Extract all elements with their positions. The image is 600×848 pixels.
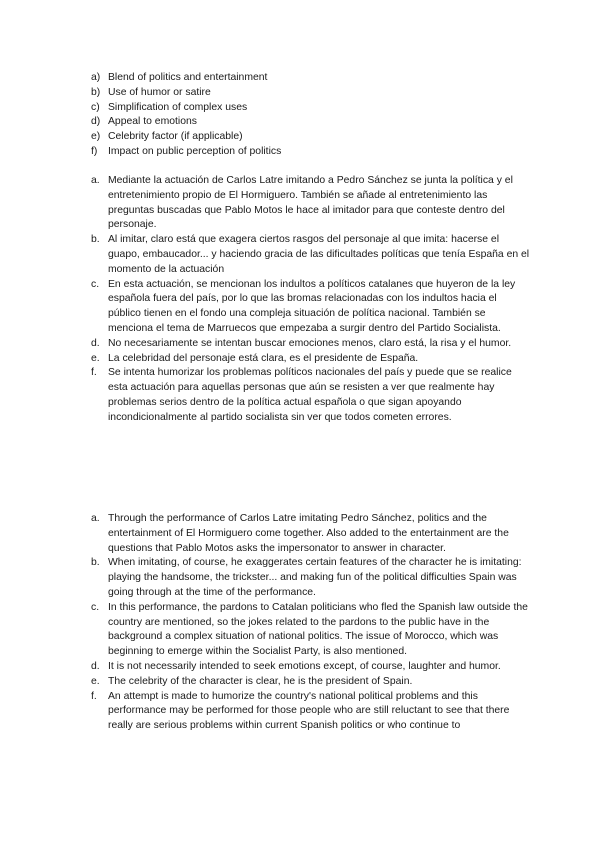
criteria-item [91,71,531,86]
spanish-answer-item [91,174,531,233]
english-answer-item [91,556,531,600]
item-text: Simplification of complex uses [108,101,248,113]
english-answer-item [91,512,531,556]
item-marker: e) [91,131,101,143]
item-text: In this performance, the pardons to Catalan politicians who fled the Spanish law outside the country are mentioned, so the jokes related to the pardons to the public have in the background a complex situation of national politics. The issue of Morocco, which was beginning to emerge within the Socialist Party, is also mentioned. [108,601,528,658]
item-marker: e. [91,352,100,364]
spanish-answer-item [91,366,531,425]
item-marker: a. [91,175,100,186]
spanish-answer-item [91,352,531,367]
item-text: When imitating, of course, he exaggerates certain features of the character he is imitating: playing the handsome, the trickster... and making fun of the political difficulties Spain was going through at the time of the performance. [108,557,522,598]
spanish-answer-item [91,278,531,337]
english-answers-list [91,512,531,734]
item-text: Blend of politics and entertainment [108,72,268,83]
english-answer-item [91,690,531,734]
criteria-item [91,86,531,101]
spanish-answer-item [91,337,531,352]
english-answer-item [91,675,531,690]
item-text: La celebridad del personaje está clara, es el presidente de España. [108,352,419,364]
item-text: No necesariamente se intentan buscar emociones menos, claro está, la risa y el humor. [108,337,512,349]
item-text: The celebrity of the character is clear, he is the president of Spain. [108,675,413,687]
item-marker: c. [91,278,100,290]
item-marker: b. [91,234,100,246]
item-text: Celebrity factor (if applicable) [108,131,243,143]
item-marker: d) [91,116,101,128]
item-marker: a. [91,513,100,524]
criteria-item [91,115,531,130]
criteria-item [91,145,531,160]
item-text: Appeal to emotions [108,116,197,128]
item-marker: d. [91,337,100,349]
item-marker: f. [91,367,97,379]
english-answer-item [91,660,531,675]
item-marker: c) [91,101,100,113]
item-text: Through the performance of Carlos Latre imitating Pedro Sánchez, politics and the entertainment of El Hormiguero come together. Also added to the entertainment are the questions that Pablo Motos asks the impersonator to answer in character. [108,513,509,554]
item-text: Al imitar, claro está que exagera ciertos rasgos del personaje al que imita: hacerse el guapo, embaucador... y haciendo gracia de las dificultades políticas que tenía España en el momento de la actuación [108,234,530,275]
item-marker: f. [91,690,97,702]
item-marker: b. [91,557,100,569]
spanish-answers-list [91,174,531,426]
item-marker: a) [91,72,101,83]
english-answer-item [91,601,531,660]
item-marker: d. [91,660,100,672]
criteria-list [91,71,531,160]
item-marker: b) [91,86,101,98]
criteria-item [91,130,531,145]
item-marker: c. [91,601,100,613]
item-text: It is not necessarily intended to seek emotions except, of course, laughter and humor. [108,660,501,672]
item-text: En esta actuación, se mencionan los indultos a políticos catalanes que huyeron de la ley española fuera del país, por lo que las bromas relacionadas con los indultos hacia el público tienen en el fondo una compleja situación de política nacional. También se menciona el tema de Marruecos que empezaba a surgir dentro del Partido Socialista. [108,278,516,334]
item-text: Mediante la actuación de Carlos Latre imitando a Pedro Sánchez se junta la política y el entretenimiento propio de El Hormiguero. También se añade al entretenimiento las preguntas buscadas que Pablo Motos le hace al imitador para que conteste dentro del personaje. [108,175,513,231]
item-text: Se intenta humorizar los problemas políticos nacionales del país y puede que se realice esta actuación para aquellas personas que aún se resisten a ver que realmente hay problemas serios dentro de la política actual española o que sigan apoyando incondicionalmente al partido socialista sin ver que todos cometen errores. [108,367,512,423]
item-marker: f) [91,145,98,157]
criteria-item [91,101,531,116]
item-text: Impact on public perception of politics [108,145,282,157]
item-marker: e. [91,675,100,687]
item-text: An attempt is made to humorize the country's national political problems and this performance may be performed for those people who are still reluctant to see that there really are serious problems within current Spanish politics or who continue to [108,690,510,732]
spanish-answer-item [91,233,531,277]
item-text: Use of humor or satire [108,86,211,98]
